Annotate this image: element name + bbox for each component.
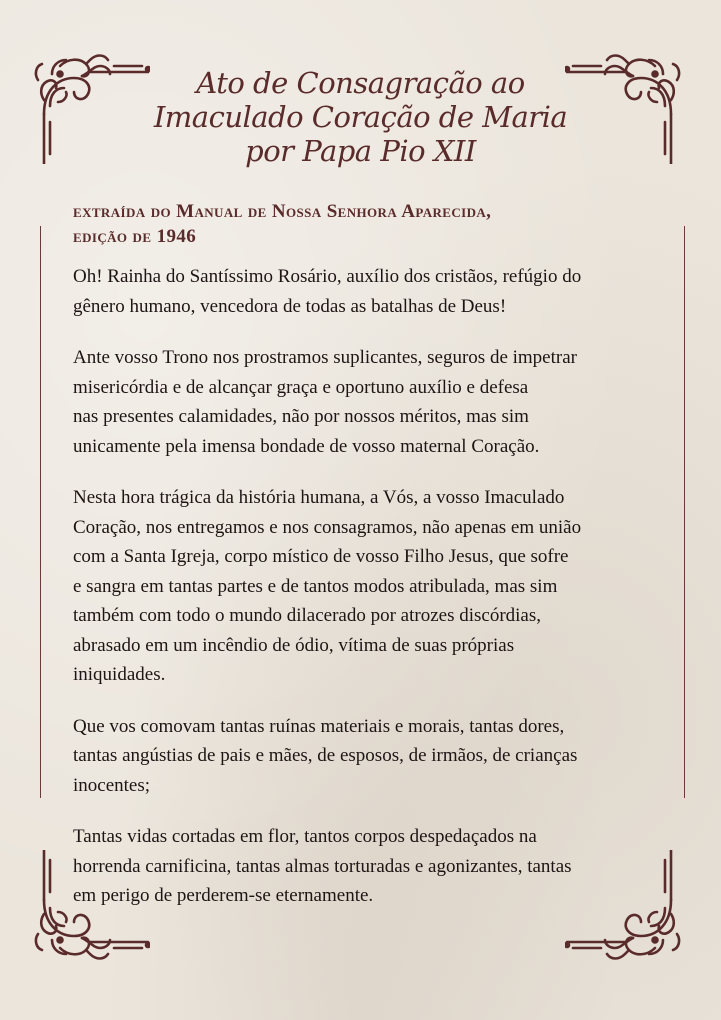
title-line-2: Imaculado Coração de Maria bbox=[153, 100, 568, 134]
paragraph-1 bbox=[73, 262, 653, 321]
paragraph-line: e sangra em tantas partes e de tantos modos atribulada, mas sim bbox=[73, 575, 558, 597]
paragraph-line: com a Santa Igreja, corpo místico de vosso Filho Jesus, que sofre bbox=[73, 546, 569, 567]
paragraph-line: unicamente pela imensa bondade de vosso maternal Coração. bbox=[73, 435, 540, 457]
right-border-line bbox=[684, 226, 685, 798]
paragraph-2 bbox=[73, 343, 653, 461]
page-title bbox=[140, 66, 581, 168]
paragraph-5 bbox=[73, 822, 653, 911]
paragraph-line: nas presentes calamidades, não por nossos méritos, mas sim bbox=[73, 406, 529, 427]
paragraph-line: horrenda carnificina, tantas almas torturadas e agonizantes, tantas bbox=[73, 855, 572, 877]
paragraph-line: inocentes; bbox=[73, 774, 151, 796]
paragraph-line: Oh! Rainha do Santíssimo Rosário, auxílio dos cristãos, refúgio do bbox=[73, 266, 582, 287]
paragraph-line: misericórdia e de alcançar graça e oportuno auxílio e defesa bbox=[73, 376, 529, 398]
paragraph-line: abrasado em um incêndio de ódio, vítima de suas próprias bbox=[73, 634, 515, 656]
paragraph-line: Que vos comovam tantas ruínas materiais e morais, tantas dores, bbox=[73, 715, 565, 737]
subtitle-line-2: edição de 1946 bbox=[73, 226, 197, 247]
title-line-1: Ato de Consagração ao bbox=[196, 66, 525, 100]
paragraph-3 bbox=[73, 483, 653, 690]
paragraph-line: tantas angústias de pais e mães, de esposos, de irmãos, de crianças bbox=[73, 745, 578, 766]
corner-ornament-top-right-icon bbox=[565, 44, 685, 164]
source-subtitle bbox=[73, 199, 653, 249]
paragraph-line: em perigo de perderem-se eternamente. bbox=[73, 885, 374, 906]
paragraph-line: Coração, nos entregamos e nos consagramos, não apenas em união bbox=[73, 516, 582, 538]
paragraph-4 bbox=[73, 712, 653, 801]
paragraph-line: gênero humano, vencedora de todas as batalhas de Deus! bbox=[73, 295, 507, 317]
prayer-body bbox=[73, 262, 653, 933]
paragraph-line: também com todo o mundo dilacerado por atrozes discórdias, bbox=[73, 605, 542, 626]
paragraph-line: Nesta hora trágica da história humana, a Vós, a vosso Imaculado bbox=[73, 487, 565, 508]
title-line-3: por Papa Pio XII bbox=[245, 134, 476, 168]
corner-ornament-top-left-icon bbox=[30, 44, 150, 164]
subtitle-line-1: extraída do Manual de Nossa Senhora Aparecida, bbox=[73, 201, 492, 222]
paragraph-line: iniquidades. bbox=[73, 664, 166, 685]
paragraph-line: Tantas vidas cortadas em flor, tantos corpos despedaçados na bbox=[73, 826, 537, 847]
left-border-line bbox=[40, 226, 41, 798]
paragraph-line: Ante vosso Trono nos prostramos suplicantes, seguros de impetrar bbox=[73, 347, 577, 368]
